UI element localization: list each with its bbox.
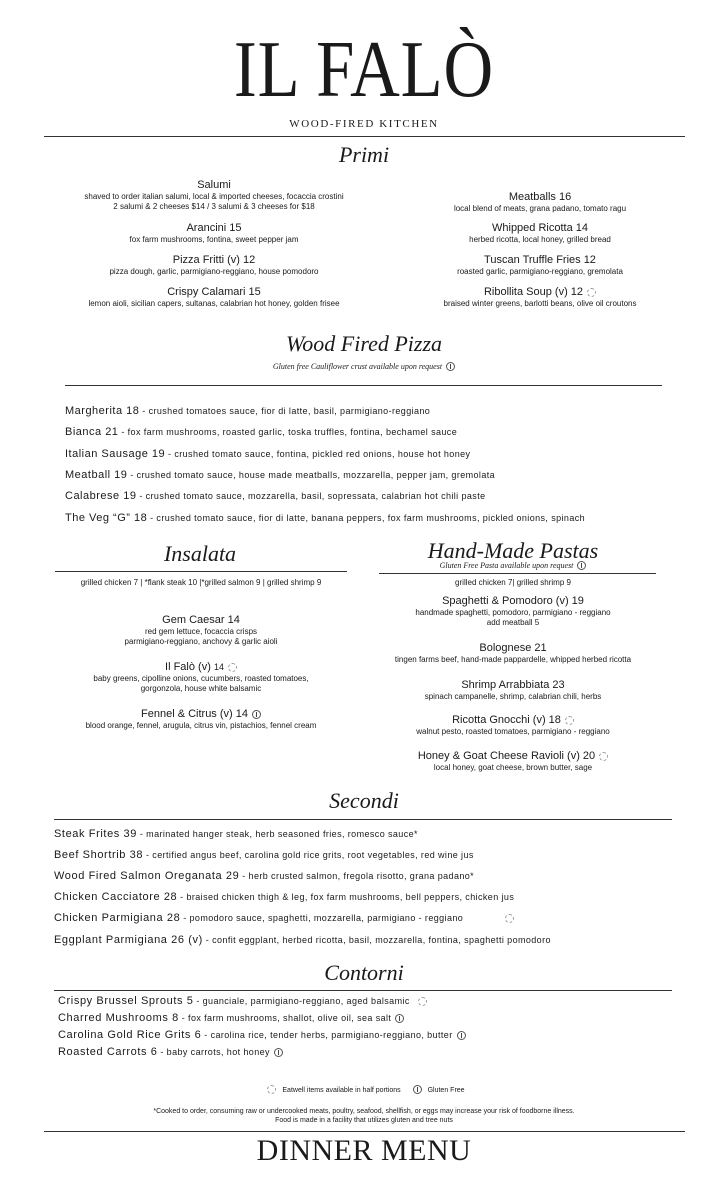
secondi-title: Secondi <box>329 788 399 813</box>
pastas-note <box>368 561 658 570</box>
secondi-item <box>54 827 418 841</box>
item-name: Roasted Carrots 6 <box>58 1046 158 1058</box>
item-desc: add meatball 5 <box>486 618 540 627</box>
item-name: Bolognese 21 <box>479 642 547 654</box>
pizza-note <box>0 362 728 371</box>
menu-item-arancini <box>12 222 416 245</box>
contorni-item <box>58 1028 466 1042</box>
item-desc: pizza dough, garlic, parmigiano-reggiano, house pomodoro <box>109 267 319 276</box>
icon-legend <box>0 1085 728 1094</box>
item-desc: - crushed tomatoes sauce, fior di latte, basil, parmigiano-reggiano <box>139 406 431 416</box>
eatwell-icon <box>587 288 596 297</box>
item-name: Chicken Parmigiana 28 <box>54 912 181 924</box>
item-desc: - fox farm mushrooms, roasted garlic, toska truffles, fontina, bechamel sauce <box>118 427 458 437</box>
item-desc: gorgonzola, house white balsamic <box>140 684 262 693</box>
item-name <box>40 708 362 721</box>
pizza-note-text: Gluten free Cauliflower crust available upon request <box>272 362 443 371</box>
item-desc: herbed ricotta, local honey, grilled bread <box>469 235 611 244</box>
item-name-text: Il Falò (v) <box>165 661 211 673</box>
menu-item-ricotta-gnocchi <box>368 714 658 737</box>
divider <box>54 819 672 820</box>
legend-gluten-free: Gluten Free <box>427 1087 465 1094</box>
divider <box>44 1131 685 1132</box>
pizza-title: Wood Fired Pizza <box>285 331 443 356</box>
divider <box>65 385 662 386</box>
item-name: Pizza Fritti (v) 12 <box>172 254 256 266</box>
item-desc: roasted garlic, parmigiano-reggiano, gremolata <box>457 267 623 276</box>
item-desc: spinach campanelle, shrimp, calabrian chili, herbs <box>424 692 602 701</box>
menu-item-bolognese <box>348 642 678 665</box>
contorni-item <box>58 994 427 1008</box>
divider <box>55 571 347 572</box>
menu-item-fennel-citrus <box>40 708 362 731</box>
gluten-free-icon <box>457 1031 466 1040</box>
pizza-item <box>65 447 470 461</box>
item-name: Carolina Gold Rice Grits 6 <box>58 1029 202 1041</box>
tagline: WOOD-FIRED KITCHEN <box>289 118 439 130</box>
menu-item-gem-caesar <box>40 614 362 647</box>
secondi-item <box>54 911 514 925</box>
item-name: Chicken Cacciatore 28 <box>54 891 178 903</box>
item-desc: fox farm mushrooms, fontina, sweet pepper jam <box>129 235 299 244</box>
item-name <box>368 750 658 763</box>
gluten-free-icon <box>252 710 261 719</box>
eatwell-icon <box>267 1085 276 1094</box>
menu-item-il-falo-salad <box>40 661 362 694</box>
contorni-item <box>58 1045 283 1059</box>
menu-footer-title: DINNER MENU <box>256 1134 472 1167</box>
item-desc: - certified angus beef, carolina gold rice grits, root vegetables, red wine jus <box>143 850 474 860</box>
item-name: Steak Frites 39 <box>54 828 137 840</box>
menu-item-shrimp-arrabbiata <box>368 679 658 702</box>
item-desc: blood orange, fennel, arugula, citrus vin, pistachios, fennel cream <box>85 721 317 730</box>
item-desc: - fox farm mushrooms, shallot, olive oil, sea salt <box>178 1013 392 1023</box>
item-desc: - herb crusted salmon, fregola risotto, grana padano* <box>239 871 475 881</box>
item-name: The Veg “G” 18 <box>65 512 148 524</box>
menu-item-spaghetti <box>368 595 658 628</box>
pastas-note-text: Gluten Free Pasta available upon request <box>439 561 574 570</box>
menu-item-truffle-fries <box>370 254 710 277</box>
eatwell-icon <box>565 716 574 725</box>
pastas-addons: grilled chicken 7| grilled shrimp 9 <box>455 578 571 587</box>
item-name: Meatballs 16 <box>508 191 572 203</box>
item-desc: local blend of meats, grana padano, tomato ragu <box>453 204 627 213</box>
gluten-free-icon <box>577 561 586 570</box>
gluten-free-icon <box>446 362 455 371</box>
eatwell-icon <box>228 663 237 672</box>
legend-eatwell: Eatwell items available in half portions <box>282 1087 401 1094</box>
item-desc: red gem lettuce, focaccia crisps <box>144 627 258 636</box>
item-name: Crispy Calamari 15 <box>167 286 261 298</box>
item-desc: - pomodoro sauce, spaghetti, mozzarella, parmigiano - reggiano <box>180 913 464 923</box>
menu-item-pizza-fritti <box>12 254 416 277</box>
item-desc: - carolina rice, tender herbs, parmigiano-reggiano, butter <box>201 1030 453 1040</box>
item-desc: - crushed tomato sauce, mozzarella, basil, sopressata, calabrian hot chili paste <box>136 491 486 501</box>
item-name: Wood Fired Salmon Oreganata 29 <box>54 870 240 882</box>
item-desc: parmigiano-reggiano, anchovy & garlic aioli <box>124 637 278 646</box>
eatwell-icon <box>418 997 427 1006</box>
item-name-text: Ricotta Gnocchi (v) 18 <box>452 714 561 726</box>
primi-title: Primi <box>338 142 390 167</box>
item-name: Crispy Brussel Sprouts 5 <box>58 995 194 1007</box>
divider <box>44 136 685 137</box>
item-name: Eggplant Parmigiana 26 (v) <box>54 934 203 946</box>
item-desc: 2 salumi & 2 cheeses $14 / 3 salumi & 3 cheeses for $18 <box>113 202 315 211</box>
gluten-free-icon <box>413 1085 422 1094</box>
item-desc: lemon aioli, sicilian capers, sultanas, calabrian hot honey, golden frisee <box>88 299 340 308</box>
item-name <box>368 714 658 727</box>
item-desc: baby greens, cipolline onions, cucumbers, roasted tomatoes, <box>93 674 309 683</box>
disclaimer-line: *Cooked to order, consuming raw or undercooked meats, poultry, seafood, shellfish, or eggs may increase your risk of foodborne illness. <box>153 1108 575 1115</box>
eatwell-icon <box>505 914 514 923</box>
item-name: Gem Caesar 14 <box>162 614 240 626</box>
item-name: Calabrese 19 <box>65 490 137 502</box>
item-name: Meatball 19 <box>65 469 128 481</box>
pizza-item <box>65 425 457 439</box>
item-name: Arancini 15 <box>186 222 242 234</box>
restaurant-logo: IL FALÒ <box>233 26 495 114</box>
eatwell-icon <box>599 752 608 761</box>
pizza-item <box>65 511 585 525</box>
menu-item-salumi <box>12 179 416 212</box>
item-desc: shaved to order italian salumi, local & imported cheeses, focaccia crostini <box>84 192 344 201</box>
item-desc: - crushed tomato sauce, fior di latte, banana peppers, fox farm mushrooms, pickled onions, spinach <box>147 513 586 523</box>
item-name: Bianca 21 <box>65 426 119 438</box>
disclaimer-line: Food is made in a facility that utilizes gluten and tree nuts <box>275 1117 453 1124</box>
item-desc: braised winter greens, barlotti beans, olive oil croutons <box>443 299 637 308</box>
insalata-addons: grilled chicken 7 | *flank steak 10 |*grilled salmon 9 | grilled shrimp 9 <box>80 578 322 587</box>
item-desc: - marinated hanger steak, herb seasoned fries, romesco sauce* <box>136 829 418 839</box>
item-name: Italian Sausage 19 <box>65 448 166 460</box>
item-name-text: Ribollita Soup (v) 12 <box>483 286 584 298</box>
item-desc: - confit eggplant, herbed ricotta, basil, mozzarella, fontina, spaghetti pomodoro <box>202 935 551 945</box>
divider <box>379 573 656 574</box>
menu-item-crispy-calamari <box>12 286 416 309</box>
item-name: Charred Mushrooms 8 <box>58 1012 179 1024</box>
item-name: Whipped Ricotta 14 <box>492 222 588 234</box>
item-desc: - crushed tomato sauce, fontina, pickled red onions, house hot honey <box>165 449 471 459</box>
secondi-item <box>54 848 474 862</box>
item-name <box>370 286 710 299</box>
secondi-item <box>54 869 474 883</box>
item-desc: walnut pesto, roasted tomatoes, parmigiano - reggiano <box>416 727 610 736</box>
menu-item-meatballs <box>370 191 710 214</box>
item-desc: handmade spaghetti, pomodoro, parmigiano - reggiano <box>415 608 611 617</box>
menu-item-ribollita <box>370 286 710 309</box>
secondi-item <box>54 933 551 947</box>
pizza-item <box>65 468 495 482</box>
menu-item-whipped-ricotta <box>370 222 710 245</box>
disclaimer <box>0 1107 728 1125</box>
item-desc: tingen farms beef, hand-made pappardelle, whipped herbed ricotta <box>394 655 632 664</box>
item-name: Shrimp Arrabbiata 23 <box>461 679 565 691</box>
secondi-item <box>54 890 514 904</box>
pastas-title: Hand-Made Pastas <box>427 538 599 563</box>
menu-item-ravioli <box>368 750 658 773</box>
item-desc: local honey, goat cheese, brown butter, sage <box>433 763 593 772</box>
insalata-title: Insalata <box>163 541 237 566</box>
item-name <box>40 661 362 674</box>
item-name: Spaghetti & Pomodoro (v) 19 <box>442 595 584 607</box>
item-price: 14 <box>213 662 224 672</box>
item-name-text: Fennel & Citrus (v) 14 <box>141 708 248 720</box>
item-name: Margherita 18 <box>65 405 140 417</box>
contorni-title: Contorni <box>324 960 404 985</box>
item-name: Tuscan Truffle Fries 12 <box>484 254 596 266</box>
item-desc: - guanciale, parmigiano-reggiano, aged balsamic <box>193 996 410 1006</box>
item-name: Salumi <box>197 179 231 191</box>
item-desc: - braised chicken thigh & leg, fox farm mushrooms, bell peppers, chicken jus <box>177 892 515 902</box>
item-name-text: Honey & Goat Cheese Ravioli (v) 20 <box>417 750 596 762</box>
gluten-free-icon <box>274 1048 283 1057</box>
item-desc: - crushed tomato sauce, house made meatballs, mozzarella, pepper jam, gremolata <box>127 470 496 480</box>
pizza-item <box>65 404 430 418</box>
divider <box>54 990 672 991</box>
contorni-item <box>58 1011 404 1025</box>
item-name: Beef Shortrib 38 <box>54 849 144 861</box>
pizza-item <box>65 489 486 503</box>
gluten-free-icon <box>395 1014 404 1023</box>
item-desc: - baby carrots, hot honey <box>157 1047 270 1057</box>
